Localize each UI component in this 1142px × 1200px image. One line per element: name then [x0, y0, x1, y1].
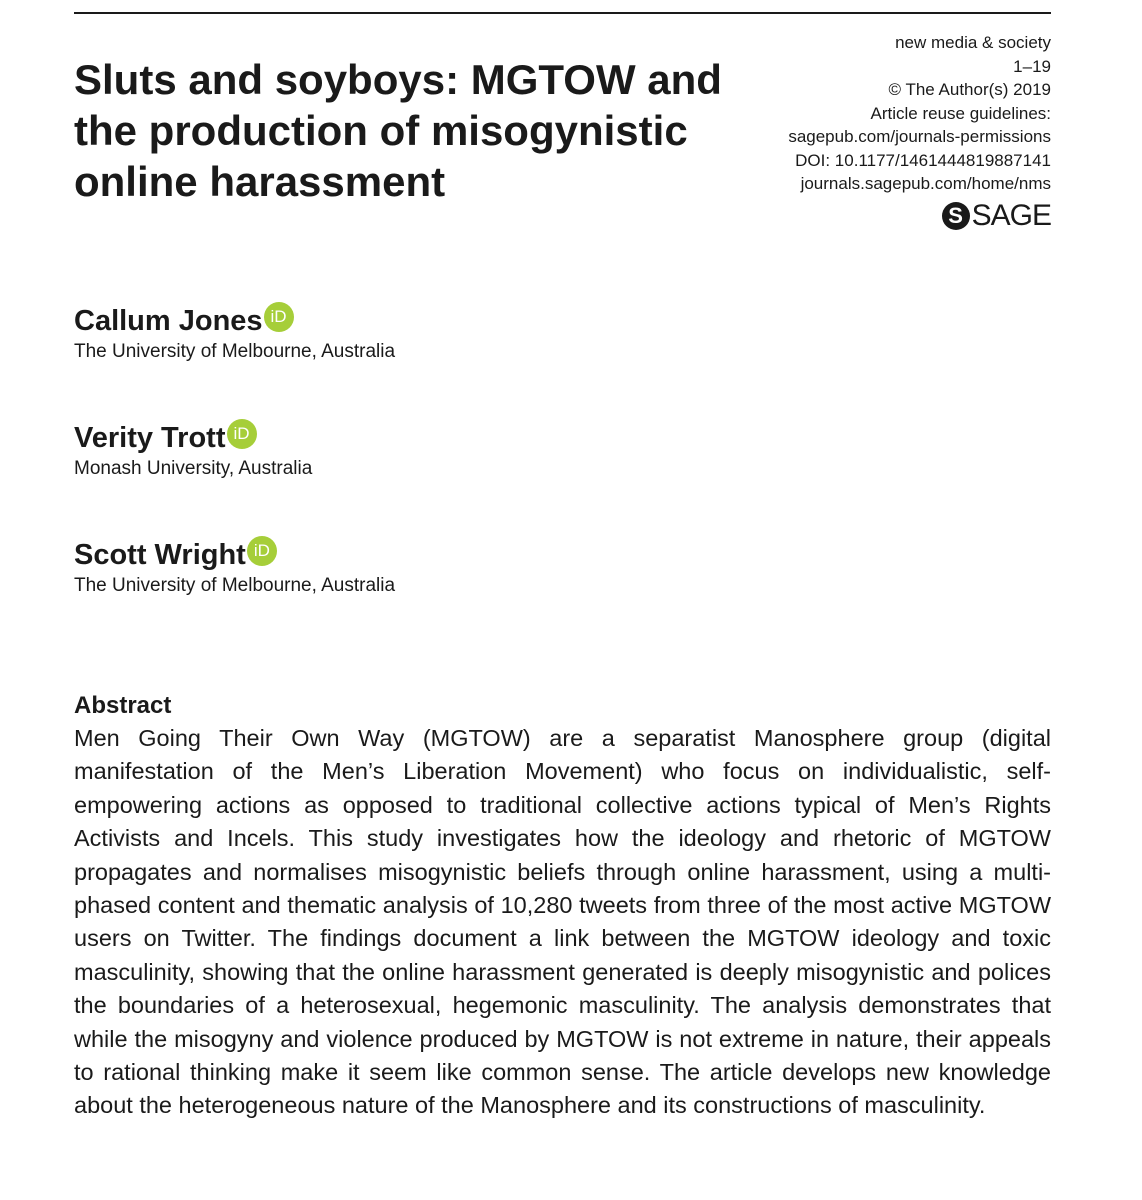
author-affiliation: The University of Melbourne, Australia	[74, 341, 396, 362]
orcid-icon[interactable]: iD	[227, 419, 257, 449]
orcid-icon[interactable]: iD	[264, 302, 294, 332]
page-range: 1–19	[1013, 56, 1051, 76]
author-name: Scott Wright	[74, 539, 246, 571]
abstract-section	[74, 690, 1051, 1123]
top-rule	[74, 12, 1051, 14]
author-affiliation: Monash University, Australia	[74, 458, 313, 479]
abstract-body: Men Going Their Own Way (MGTOW) are a separatist Manosphere group (digital manifestation of the Men’s Liberation Movement) who focus on individualistic, self-empowering actions as opposed to traditional collective actions typical of Men’s Rights Activists and Incels. This study investigates how the ideology and rhetoric of MGTOW propagates and normalises misogynistic beliefs through online harassment, using a multi-phased content and thematic analysis of 10,280 tweets from three of the most active MGTOW users on Twitter. The findings document a link between the MGTOW ideology and toxic masculinity, showing that the online harassment generated is deeply misogynistic and polices the boundaries of a heterosexual, hegemonic masculinity. The analysis demonstrates that while the misogyny and violence produced by MGTOW is not extreme in nature, their appeals to rational thinking make it seem like common sense. The article develops new knowledge about the heterogeneous nature of the Manosphere and its constructions of masculinity.	[74, 725, 1051, 1119]
author-block	[74, 421, 312, 481]
sage-mark-icon: S	[942, 202, 970, 230]
author-affiliation: The University of Melbourne, Australia	[74, 575, 396, 596]
article-title: Sluts and soyboys: MGTOW and the production of misogynistic online harassment	[74, 56, 722, 205]
journal-meta	[721, 31, 1051, 196]
orcid-icon[interactable]: iD	[247, 536, 277, 566]
author-block	[74, 304, 395, 364]
abstract-heading: Abstract	[74, 692, 172, 719]
sage-logo	[942, 198, 1051, 234]
sage-wordmark: SAGE	[971, 199, 1051, 232]
author-name: Verity Trott	[74, 422, 226, 454]
author-block	[74, 538, 395, 598]
journal-link[interactable]: journals.sagepub.com/home/nms	[800, 174, 1051, 193]
journal-name: new media & society	[895, 33, 1051, 52]
reuse-link[interactable]: sagepub.com/journals-permissions	[788, 127, 1051, 146]
reuse-label: Article reuse guidelines:	[870, 103, 1051, 123]
doi[interactable]: DOI: 10.1177/1461444819887141	[795, 150, 1051, 170]
copyright: © The Author(s) 2019	[888, 80, 1051, 99]
author-name: Callum Jones	[74, 305, 263, 337]
